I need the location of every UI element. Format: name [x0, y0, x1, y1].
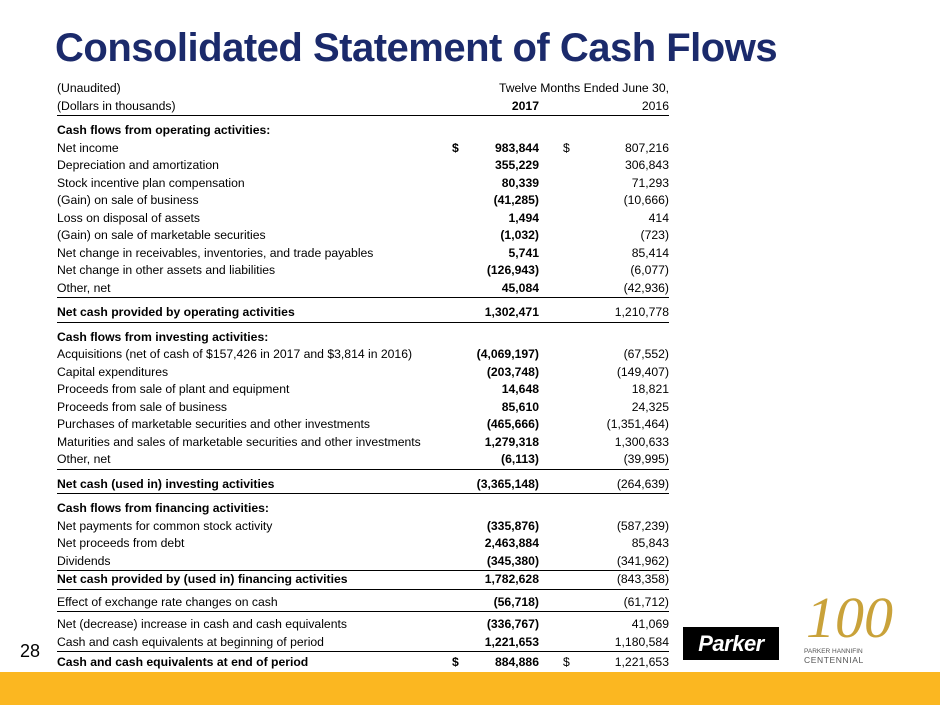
cash-flow-statement	[57, 80, 669, 675]
investing-row: Proceeds from sale of plant and equipment 14,648 18,821	[57, 382, 669, 396]
investing-row: Acquisitions (net of cash of $157,426 in 2017 and $3,814 in 2016) (4,069,197) (67,552)	[57, 347, 669, 361]
investing-row: Purchases of marketable securities and other investments (465,666) (1,351,464)	[57, 417, 669, 431]
centennial-line1: PARKER HANNIFIN	[804, 648, 863, 655]
centennial-line2: CENTENNIAL	[804, 655, 864, 665]
financing-heading: Cash flows from financing activities:	[57, 501, 269, 515]
ending-cash-row: Cash and cash equivalents at end of period $ 884,886 $ 1,221,653	[57, 652, 669, 675]
investing-rows	[57, 346, 669, 469]
financing-total-row: Net cash provided by (used in) financing activities 1,782,628 (843,358)	[57, 570, 669, 590]
investing-row: Other, net (6,113) (39,995)	[57, 452, 669, 466]
operating-row: Net change in other assets and liabilities (126,943) (6,077)	[57, 263, 669, 277]
operating-row: Net income $ 983,844 $ 807,216	[57, 140, 669, 155]
investing-row: Maturities and sales of marketable securities and other investments 1,279,318 1,300,633	[57, 434, 669, 449]
financing-row: Dividends (345,380) (341,962)	[57, 553, 669, 568]
investing-heading: Cash flows from investing activities:	[57, 329, 269, 344]
operating-heading: Cash flows from operating activities:	[57, 123, 271, 137]
investing-row: Capital expenditures (203,748) (149,407)	[57, 364, 669, 379]
centennial-logo	[800, 582, 900, 667]
operating-row: Other, net 45,084 (42,936)	[57, 280, 669, 295]
centennial-number: 100	[806, 585, 893, 650]
investing-total-row: Net cash (used in) investing activities (3,365,148) (264,639)	[57, 476, 669, 495]
financing-rows	[57, 518, 669, 571]
operating-row: Stock incentive plan compensation 80,339 71,293	[57, 175, 669, 190]
operating-row: Loss on disposal of assets 1,494 414	[57, 210, 669, 225]
financing-row: Net payments for common stock activity (335,876) (587,239)	[57, 518, 669, 533]
header-row-2	[57, 98, 669, 117]
page-title: Consolidated Statement of Cash Flows	[55, 26, 778, 70]
operating-row: (Gain) on sale of marketable securities (1,032) (723)	[57, 228, 669, 242]
operating-row: Net change in receivables, inventories, and trade payables 5,741 85,414	[57, 245, 669, 260]
parker-logo-text: Parker	[698, 630, 764, 656]
year-2017-header: 2017	[511, 98, 539, 113]
centennial-100-mark	[800, 582, 900, 667]
period-label: Twelve Months Ended June 30,	[498, 81, 669, 95]
operating-total-row: Net cash provided by operating activities 1,302,471 1,210,778	[57, 304, 669, 323]
financing-row: Net proceeds from debt 2,463,884 85,843	[57, 536, 669, 550]
year-2016-header: 2016	[641, 98, 669, 113]
operating-rows	[57, 140, 669, 298]
beginning-cash-row: Cash and cash equivalents at beginning of period 1,221,653 1,180,584	[57, 634, 669, 653]
parker-logo	[683, 627, 779, 660]
dollars-label: (Dollars in thousands)	[57, 98, 176, 113]
investing-row: Proceeds from sale of business 85,610 24,325	[57, 399, 669, 414]
bottom-accent-bar	[0, 672, 940, 705]
operating-row: (Gain) on sale of business (41,285) (10,666)	[57, 193, 669, 207]
page-number: 28	[20, 641, 41, 661]
unaudited-label: (Unaudited)	[57, 81, 121, 95]
operating-row: Depreciation and amortization 355,229 306,843	[57, 158, 669, 172]
net-change-row: Net (decrease) increase in cash and cash equivalents (336,767) 41,069	[57, 617, 669, 631]
header-row-1	[57, 80, 669, 98]
fx-row: Effect of exchange rate changes on cash (56,718) (61,712)	[57, 594, 669, 613]
